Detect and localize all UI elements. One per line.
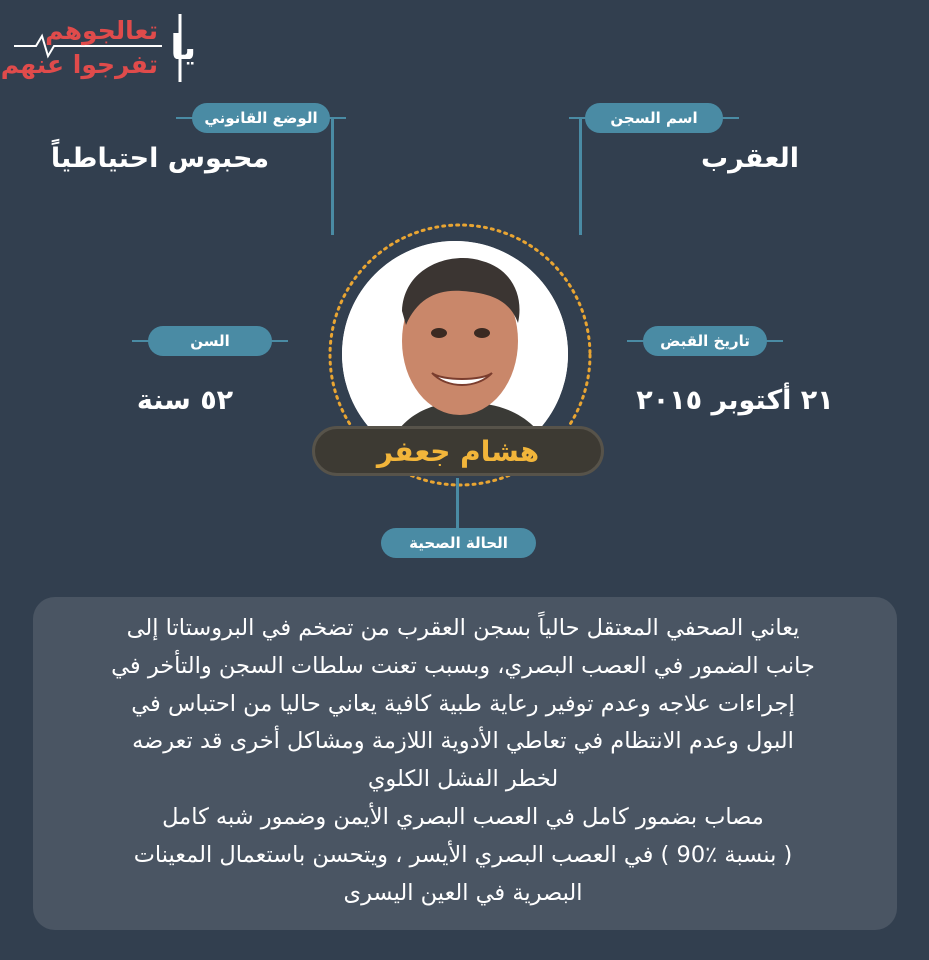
age-label: السن bbox=[148, 326, 272, 356]
prison-name-value: العقرب bbox=[701, 143, 799, 174]
legal-status-value: محبوس احتياطياً bbox=[50, 143, 270, 174]
description-line: جانب الضمور في العصب البصري، وبسبب تعنت سلطات السجن والتأخر في bbox=[111, 652, 815, 679]
description-line: يعاني الصحفي المعتقل حالياً بسجن العقرب من تضخم في البروستاتا إلى bbox=[126, 615, 800, 641]
arrest-date-value: ٢١ أكتوبر ٢٠١٥ bbox=[636, 385, 834, 416]
description-line: مصاب بضمور كامل في العصب البصري الأيمن وضمور شبه كامل bbox=[162, 803, 764, 830]
prison-name-label: اسم السجن bbox=[585, 103, 723, 133]
health-status-connector bbox=[456, 478, 459, 530]
legal-status-label: الوضع القانوني bbox=[192, 103, 330, 133]
arrest-date-label: تاريخ القبض bbox=[643, 326, 767, 356]
legal-status-connector bbox=[331, 117, 334, 235]
logo-line-1: تعالجوهم bbox=[45, 16, 158, 45]
health-status-label: الحالة الصحية bbox=[381, 528, 536, 558]
description-line: البول وعدم الانتظام في تعاطي الأدوية اللازمة ومشاكل أخرى قد تعرضه bbox=[132, 728, 794, 755]
age-value: ٥٢ سنة bbox=[136, 385, 234, 416]
prison-name-connector bbox=[579, 117, 582, 235]
campaign-logo bbox=[0, 10, 202, 88]
logo-ya: يا bbox=[170, 28, 196, 68]
description-line: البصرية في العين اليسرى bbox=[343, 879, 583, 906]
description-line: لخطر الفشل الكلوي bbox=[367, 766, 559, 793]
health-description bbox=[48, 610, 878, 912]
person-name: هشام جعفر bbox=[312, 426, 604, 476]
description-line: ( بنسبة ٪90 ) في العصب البصري الأيسر ، ويتحسن باستعمال المعينات bbox=[133, 841, 793, 868]
description-line: إجراءات علاجه وعدم توفير رعاية طبية كافية يعاني حاليا من احتباس في bbox=[131, 690, 795, 717]
logo-line-2: تفرجوا عنهم bbox=[0, 50, 158, 79]
